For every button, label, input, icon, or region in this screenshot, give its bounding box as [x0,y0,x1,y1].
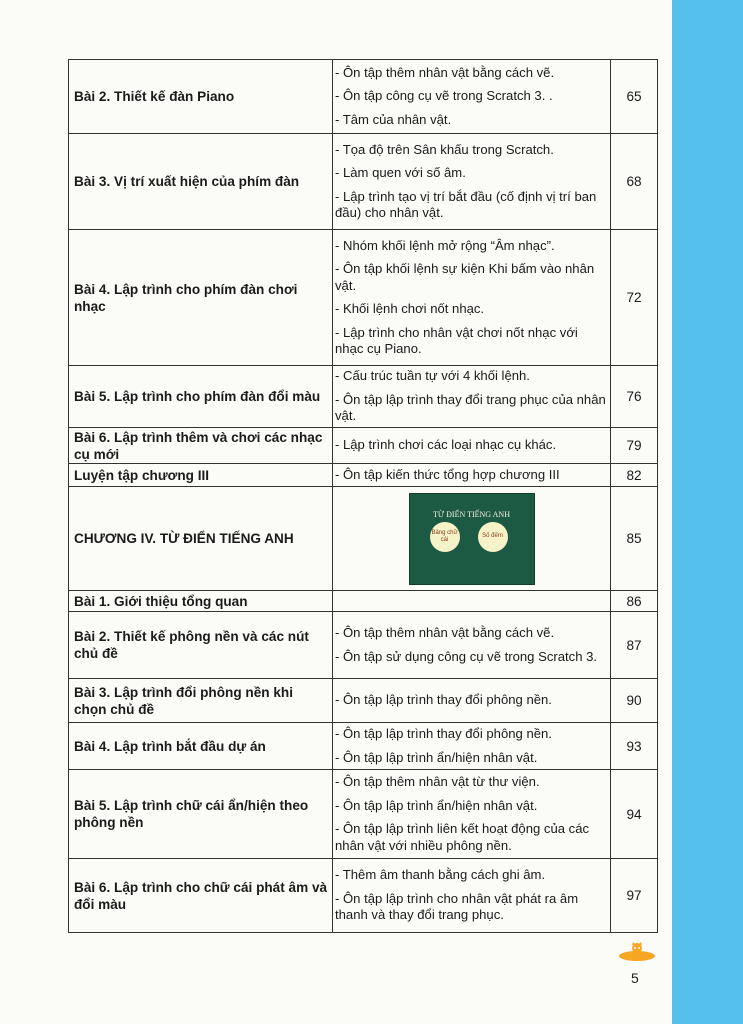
lesson-title: Bài 1. Giới thiệu tổng quan [69,591,333,612]
page-number: 5 [631,970,639,986]
objective-item: - Ôn tập sử dụng công cụ vẽ trong Scratch 3. [335,648,598,664]
toc-row [69,134,658,230]
page-ref: 87 [611,612,658,679]
chapter-title: CHƯƠNG IV. TỪ ĐIỂN TIẾNG ANH [69,487,333,591]
lesson-title: Bài 6. Lập trình cho chữ cái phát âm và đổi màu [69,859,333,933]
objective-item: - Nhóm khối lệnh mở rộng “Âm nhạc”. [335,237,555,253]
lesson-title: Bài 5. Lập trình chữ cái ẩn/hiện theo phông nền [69,770,333,859]
lesson-title: Bài 2. Thiết kế phông nền và các nút chủ đề [69,612,333,679]
page-ref: 93 [611,723,658,770]
side-color-strip [672,0,743,1024]
toc-body [69,60,658,933]
lesson-objectives [333,859,611,933]
toc-row [69,60,658,134]
toc-row [69,487,658,591]
objective-item: - Tọa độ trên Sân khấu trong Scratch. [335,141,554,157]
objective-item: - Ôn tập lập trình ẩn/hiện nhân vật. [335,797,538,813]
lesson-objectives [333,591,611,612]
toc-row [69,428,658,464]
lesson-objectives [333,723,611,770]
page-ref: 97 [611,859,658,933]
lesson-title: Bài 4. Lập trình cho phím đàn chơi nhạc [69,230,333,366]
objective-item: - Ôn tập lập trình liên kết hoạt động của các nhân vật với nhiều phông nền. [335,821,590,853]
lesson-objectives [333,487,611,591]
page-ref: 90 [611,679,658,723]
toc-row [69,464,658,487]
lesson-objectives [333,612,611,679]
toc-row [69,859,658,933]
objective-item: - Cấu trúc tuần tự với 4 khối lệnh. [335,368,530,384]
lesson-title: Bài 5. Lập trình cho phím đàn đổi màu [69,366,333,428]
objective-item: - Ôn tập kiến thức tổng hợp chương III [335,466,560,482]
page-ref: 76 [611,366,658,428]
objective-item: - Ôn tập lập trình thay đổi phông nền. [335,692,552,708]
objective-item: - Thêm âm thanh bằng cách ghi âm. [335,867,546,883]
scratch-cat-logo [617,942,657,962]
toc-row [69,612,658,679]
lesson-objectives [333,230,611,366]
thumbnail-counting-button: Số đếm [478,522,508,552]
toc-row [69,723,658,770]
objective-item: - Làm quen với số âm. [335,165,466,180]
page-ref: 86 [611,591,658,612]
page-ref: 85 [611,487,658,591]
lesson-objectives [333,679,611,723]
objective-item: - Ôn tập lập trình thay đổi trang phục của nhân vật. [335,391,606,424]
lesson-title: Luyện tập chương III [69,464,333,487]
lesson-objectives [333,366,611,428]
page-ref: 72 [611,230,658,366]
page-ref: 65 [611,60,658,134]
lesson-objectives [333,464,611,487]
toc-row [69,770,658,859]
objective-item: - Ôn tập công cụ vẽ trong Scratch 3. . [335,88,553,104]
objective-item: - Ôn tập lập trình ẩn/hiện nhân vật. [335,749,538,765]
page-ref: 94 [611,770,658,859]
toc-table [68,59,658,933]
page-ref: 82 [611,464,658,487]
toc-row [69,230,658,366]
objective-item: - Ôn tập lập trình cho nhân vật phát ra âm thanh và thay đổi trang phục. [335,890,579,923]
objective-item: - Lập trình chơi các loại nhạc cụ khác. [335,437,557,453]
objective-item: - Tâm của nhân vật. [335,111,452,127]
lesson-objectives [333,134,611,230]
objective-item: - Ôn tập khối lệnh sự kiện Khi bấm vào nhân vật. [335,261,595,293]
lesson-title: Bài 2. Thiết kế đàn Piano [69,60,333,134]
lesson-title: Bài 3. Lập trình đổi phông nền khi chọn chủ đề [69,679,333,723]
lesson-objectives [333,770,611,859]
thumbnail-alphabet-button: Bảng chữ cái [430,522,460,552]
objective-item: - Lập trình cho nhân vật chơi nốt nhạc với nhạc cụ Piano. [335,324,578,356]
page-ref: 79 [611,428,658,464]
objective-item: - Ôn tập thêm nhân vật từ thư viện. [335,774,540,789]
lesson-objectives [333,60,611,134]
thumbnail-title: TỪ ĐIỂN TIẾNG ANH [433,509,510,519]
lesson-title: Bài 6. Lập trình thêm và chơi các nhạc cụ mới [69,428,333,464]
lesson-objectives [333,428,611,464]
toc-row [69,366,658,428]
objective-item: - Khối lệnh chơi nốt nhạc. [335,301,485,316]
toc-row [69,591,658,612]
chapter-thumbnail [409,493,535,585]
objective-item: - Ôn tập thêm nhân vật bằng cách vẽ. [335,625,555,640]
objective-item: - Ôn tập lập trình thay đổi phông nền. [335,726,552,741]
toc-row [69,679,658,723]
objective-item: - Lập trình tạo vị trí bắt đầu (cố định vị trí ban đầu) cho nhân vật. [335,188,597,220]
lesson-title: Bài 4. Lập trình bắt đầu dự án [69,723,333,770]
page-ref: 68 [611,134,658,230]
objective-item: - Ôn tập thêm nhân vật bằng cách vẽ. [335,64,555,80]
lesson-title: Bài 3. Vị trí xuất hiện của phím đàn [69,134,333,230]
